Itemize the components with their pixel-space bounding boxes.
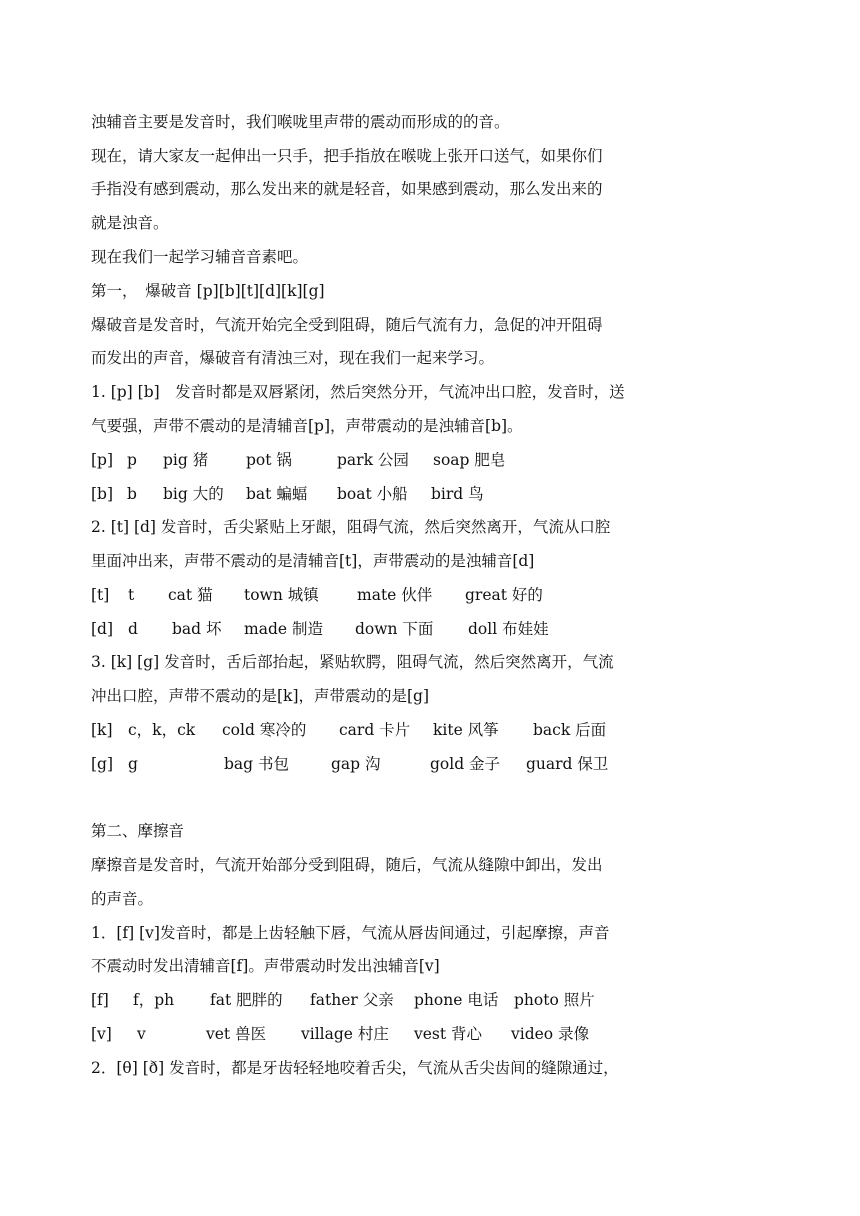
text-line: 就是浊音。 bbox=[91, 214, 169, 232]
example-word: video 录像 bbox=[511, 1025, 590, 1043]
word-row bbox=[91, 618, 691, 640]
letters: p bbox=[127, 451, 137, 469]
phoneme: [b] bbox=[91, 485, 114, 503]
example-word: bat 蝙蝠 bbox=[246, 485, 308, 503]
text-line: 气要强，声带不震动的是清辅音[p]，声带震动的是浊辅音[b]。 bbox=[91, 417, 523, 435]
word-row bbox=[91, 483, 691, 505]
example-word: boat 小船 bbox=[337, 485, 408, 503]
text-line: 浊辅音主要是发音时，我们喉咙里声带的震动而形成的的音。 bbox=[91, 113, 510, 131]
example-word: gap 沟 bbox=[331, 755, 381, 773]
example-word: card 卡片 bbox=[339, 721, 411, 739]
example-word: mate 伙伴 bbox=[357, 586, 433, 604]
example-word: made 制造 bbox=[244, 620, 323, 638]
text-line: 的声音。 bbox=[91, 890, 154, 908]
example-word: cat 猫 bbox=[168, 586, 213, 604]
letters: t bbox=[128, 586, 135, 604]
example-word: village 村庄 bbox=[301, 1025, 389, 1043]
text-line: 冲出口腔，声带不震动的是[k]，声带震动的是[g] bbox=[91, 687, 430, 705]
example-word: great 好的 bbox=[465, 586, 543, 604]
phoneme: [t] bbox=[91, 586, 110, 604]
word-row bbox=[91, 989, 691, 1011]
example-word: town 城镇 bbox=[244, 586, 319, 604]
section-heading: 第二、摩擦音 bbox=[91, 822, 185, 840]
example-word: father 父亲 bbox=[310, 991, 394, 1009]
example-word: kite 风筝 bbox=[433, 721, 499, 739]
example-word: pot 锅 bbox=[246, 451, 292, 469]
phoneme: [p] bbox=[91, 451, 114, 469]
text-line: 而发出的声音，爆破音有清浊三对，现在我们一起来学习。 bbox=[91, 349, 495, 367]
text-line: 2. [t] [d] 发音时，舌尖紧贴上牙龈，阻碍气流，然后突然离开，气流从口腔 bbox=[91, 518, 611, 536]
text-line: 不震动时发出清辅音[f]。声带震动时发出浊辅音[v] bbox=[91, 957, 440, 975]
example-word: park 公园 bbox=[337, 451, 409, 469]
text-line: 2．[θ] [ð] 发音时，都是牙齿轻轻地咬着舌尖，气流从舌尖齿间的缝隙通过， bbox=[91, 1059, 619, 1077]
phoneme: [d] bbox=[91, 620, 114, 638]
example-word: gold 金子 bbox=[430, 755, 501, 773]
text-line: 手指没有感到震动，那么发出来的就是轻音，如果感到震动，那么发出来的 bbox=[91, 180, 603, 198]
word-row bbox=[91, 1023, 691, 1045]
text-line: 摩擦音是发音时，气流开始部分受到阻碍，随后，气流从缝隙中卸出，发出 bbox=[91, 856, 603, 874]
example-word: bad 坏 bbox=[172, 620, 222, 638]
word-row bbox=[91, 584, 691, 606]
example-word: soap 肥皂 bbox=[433, 451, 506, 469]
text-line: 现在我们一起学习辅音音素吧。 bbox=[91, 248, 309, 266]
word-row bbox=[91, 719, 691, 741]
example-word: doll 布娃娃 bbox=[468, 620, 549, 638]
example-word: down 下面 bbox=[355, 620, 434, 638]
text-line: 爆破音是发音时，气流开始完全受到阻碍，随后气流有力，急促的冲开阻碍 bbox=[91, 316, 603, 334]
example-word: photo 照片 bbox=[514, 991, 595, 1009]
example-word: big 大的 bbox=[163, 485, 224, 503]
letters: d bbox=[128, 620, 138, 638]
example-word: vest 背心 bbox=[414, 1025, 483, 1043]
phoneme: [g] bbox=[91, 755, 114, 773]
example-word: cold 寒冷的 bbox=[222, 721, 307, 739]
text-line: 3. [k] [g] 发音时，舌后部抬起，紧贴软腭，阻碍气流，然后突然离开，气流 bbox=[91, 653, 614, 671]
example-word: vet 兽医 bbox=[206, 1025, 267, 1043]
section-heading: 第一， 爆破音 [p][b][t][d][k][g] bbox=[91, 282, 325, 300]
text-line: 1．[f] [v]发音时，都是上齿轻触下唇，气流从唇齿间通过，引起摩擦，声音 bbox=[91, 924, 610, 942]
text-line: 现在，请大家友一起伸出一只手，把手指放在喉咙上张开口送气，如果你们 bbox=[91, 147, 603, 165]
text-line: 1. [p] [b] 发音时都是双唇紧闭，然后突然分开，气流冲出口腔，发音时，送 bbox=[91, 383, 625, 401]
phoneme: [f] bbox=[91, 991, 109, 1009]
example-word: guard 保卫 bbox=[526, 755, 609, 773]
example-word: bird 鸟 bbox=[431, 485, 484, 503]
letters: v bbox=[137, 1025, 146, 1043]
example-word: pig 猪 bbox=[163, 451, 209, 469]
example-word: back 后面 bbox=[533, 721, 607, 739]
letters: f，ph bbox=[133, 991, 175, 1009]
example-word: bag 书包 bbox=[224, 755, 290, 773]
letters: c，k，ck bbox=[128, 721, 196, 739]
text-line: 里面冲出来，声带不震动的是清辅音[t]，声带震动的是浊辅音[d] bbox=[91, 552, 535, 570]
example-word: fat 肥胖的 bbox=[210, 991, 283, 1009]
phoneme: [k] bbox=[91, 721, 113, 739]
example-word: phone 电话 bbox=[414, 991, 499, 1009]
phoneme: [v] bbox=[91, 1025, 112, 1043]
word-row bbox=[91, 449, 691, 471]
word-row bbox=[91, 753, 691, 775]
letters: b bbox=[127, 485, 137, 503]
letters: g bbox=[128, 755, 138, 773]
